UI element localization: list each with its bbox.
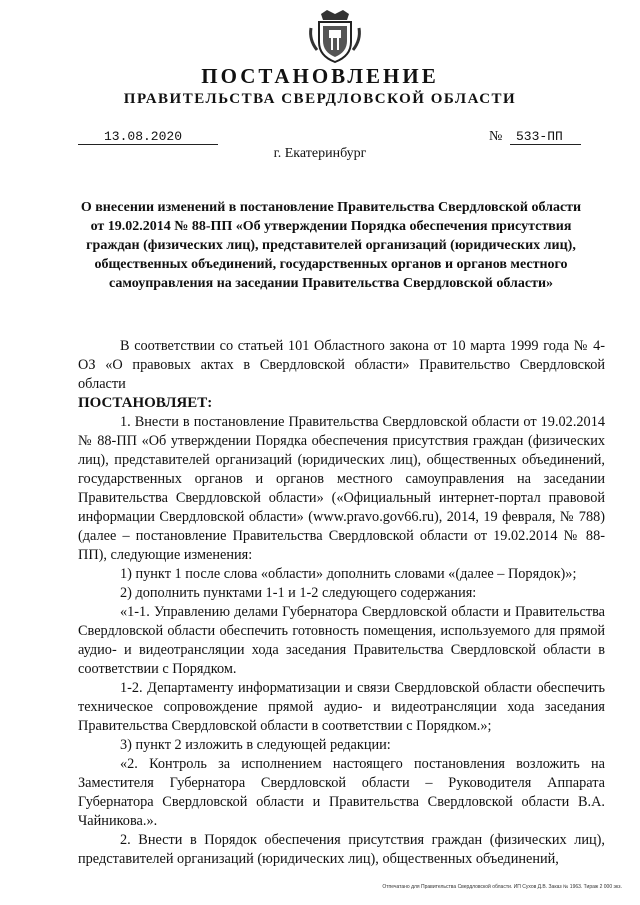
preamble-paragraph: В соответствии со статьей 101 Областного закона от 10 марта 1999 года № 4-ОЗ «О правовых актах в Свердловской области» Правительство Свердловской области [78, 338, 605, 392]
document-number: 533-ПП [510, 129, 581, 145]
document-body [78, 337, 605, 869]
number-label: № [489, 129, 503, 144]
body-paragraph: 1) пункт 1 после слова «области» дополнить словами «(далее – Порядок)»; [120, 566, 577, 582]
body-paragraph: 2) дополнить пунктами 1-1 и 1-2 следующего содержания: [120, 585, 477, 601]
document-type-title: ПОСТАНОВЛЕНИЕ [201, 64, 439, 88]
resolves-heading: ПОСТАНОВЛЯЕТ: [78, 395, 213, 411]
issuing-authority: ПРАВИТЕЛЬСТВА СВЕРДЛОВСКОЙ ОБЛАСТИ [123, 91, 517, 107]
body-paragraph: «2. Контроль за исполнением настоящего постановления возложить на Заместителя Губернатора Свердловской области – Руководителя Аппарата Губернатора Свердловской области и Правительства Свердловской области В.А. Чайникова.». [78, 756, 605, 829]
body-paragraph: 3) пункт 2 изложить в следующей редакции: [120, 737, 391, 753]
body-paragraph: «1-1. Управлению делами Губернатора Свердловской области и Правительства Свердловской области обеспечить готовность помещения, используемого для прямой аудио- и видеотрансляции хода заседания Правительства Свердловской области в соответствии с Порядком. [78, 604, 605, 677]
coat-of-arms-icon [307, 8, 363, 64]
body-paragraph: 1-2. Департаменту информатизации и связи Свердловской области обеспечить техническое сопровождение прямой аудио- и видеотрансляции хода заседания Правительства Свердловской области в соответствии с Порядком.»; [78, 680, 605, 734]
body-paragraph: 1. Внести в постановление Правительства Свердловской области от 19.02.2014 № 88-ПП «Об утверждении Порядка обеспечения присутствия граждан (физических лиц), представителей организаций (юридических лиц), общественных объединений, государственных органов и органов местного самоуправления на заседании Правительства Свердловской области» («Официальный интернет-портал правовой информации Свердловской области» (www.pravo.gov66.ru), 2014, 19 февраля, № 788) (далее – постановление Правительства Свердловской области от 19.02.2014 № 88-ПП), следующие изменения: [78, 414, 605, 563]
print-footer: Отпечатано для Правительства Свердловской области. ИП Сухов Д.В. Заказ № 1963. Тираж 2 000 экз. [382, 884, 622, 890]
document-title: О внесении изменений в постановление Правительства Свердловской области от 19.02.2014 № 88-ПП «Об утверждении Порядка обеспечения присутствия граждан (физических лиц), представителей организаций (юридических лиц), общественных объединений, государственных органов и органов местного самоуправления на заседании Правительства Свердловской области» [80, 200, 582, 291]
document-date: 13.08.2020 [78, 129, 218, 145]
body-paragraph: 2. Внести в Порядок обеспечения присутствия граждан (физических лиц), представителей организаций (юридических лиц), общественных объединений, [78, 832, 605, 867]
city: г. Екатеринбург [273, 146, 367, 161]
